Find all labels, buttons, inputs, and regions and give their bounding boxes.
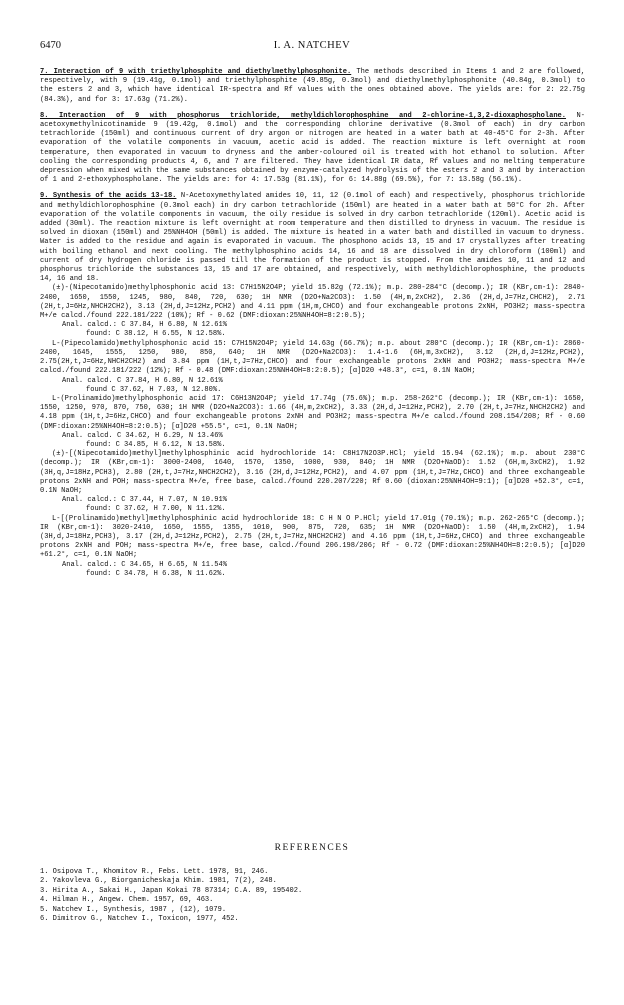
references-heading: REFERENCES: [274, 843, 350, 853]
reference-item: 5. Natchev I., Synthesis, 1987 , (12), 1079.: [40, 905, 227, 914]
compound-block-15: [40, 339, 590, 395]
anal-calcd: Anal. calcd. C 37.84, H 6.80, N 12.61%: [62, 376, 223, 385]
compound-entry: L-(Pipecolamido)methylphosphonic acid 15: C7H15N2O4P; yield 14.63g (66.7%); m.p. about 280°C (decomp.); IR (KBr,cm-1): 2860-2400, 1645, 1555, 1250, 980, 850, 640; 1H NMR (D2O+Na2CO3): 1.4-1.6 (6H,m,3xCH2), 3.12 (2H,d,J=12Hz,PCH2), 2.75(2H,t,J=6Hz,NHCH2CH2) and 3.84 ppm (1H,t,J=7Hz,CHCO) and four exchangeable protons 2xNH and PO3H2; mass-spectra M+/e calcd./found 222.181/222 (12%); Rf - 0.48 (DMF:dioxan:25%NH4OH=8:2:0.5); [α]D20 +48.3°, c=1, 0.1N NaOH;: [40, 339, 590, 376]
anal-found: found: C 34.78, H 6.38, N 11.62%.: [86, 569, 226, 578]
anal-calcd: Anal. calcd.: C 37.44, H 7.07, N 10.91%: [62, 496, 227, 505]
reference-item: 4. Hilman H., Angew. Chem. 1957, 69, 463.: [40, 896, 214, 905]
compound-entry: L-[(Prolinamido)methyl]methylphosphinic acid hydrochloride 18: C H N O P.HCl; yield 17.01g (70.1%); m.p. 262-265°C (decomp.); IR (KBr,cm-1): 3020-2410, 1650, 1555, 1355, 1010, 900, 875, 720, 635; 1H NMR (D2O+NaOD): 1.50 (4H,m,2xCH2), 1.94 (3H,d,J=18Hz,PCH3), 3.17 (2H,d,J=12Hz,PCH2), 2.75 (2H,t,J=7Hz,NHCH2CH2) and 4.16 ppm (1H,t,J=6Hz,CHCO) and three exchangeable protons 2xNH and POH; mass-spectra M+/e, free base, calcd./found 206.198/206; Rf - 0.72 (DMF:dioxan:25%NH4OH=8:2:0.5); [α]D20 +61.2°, c=1, 0.1N NaOH;: [40, 514, 590, 560]
section-text-7: The methods described in Items 1 and 2 are followed, respectively, with 9 (19.41g, 0.1mol) and triethylphosphite (49.85g, 0.3mol) and diethylmethylphosphonite (40.84g, 0.3mol) to the esters 2 and 3, which have identical IR-spectra and Rf values with the ones obtained above. The yields are: for 2: 22.75g (84.3%), and for 3: 17.63g (71.2%).: [40, 68, 590, 104]
anal-found: found: C 37.62, H 7.00, N 11.12%.: [86, 505, 226, 514]
compound-block-14: [40, 450, 590, 514]
section-item-8: [40, 111, 590, 186]
section-item-9: [40, 192, 590, 284]
compound-entry: L-(Prolinamido)methylphosphonic acid 17: C6H13N2O4P; yield 17.74g (75.6%); m.p. 258-262°C (decomp.); IR (KBr,cm-1): 1650, 1550, 1250, 970, 870, 750, 630; 1H NMR (D2O+Na2CO3): 1.66 (4H,m,2xCH2), 3.33 (2H,d,J=12Hz,PCH2), 2.70 (2H,t,J=7Hz,NHCH2CH2) and 4.18 ppm (1H,t,J=6Hz,CHCO) and four exchangeable protons 2xNH and PO3H2; mass-spectra M+/e calcd./found 208.154/208; Rf - 0.60 (DMF:dioxan:25%NH4OH=8:2:0.5); [α]D20 +55.5°, c=1, 0.1N NaOH;: [40, 394, 590, 431]
anal-found: found C 37.62, H 7.03, N 12.80%.: [86, 385, 222, 394]
section-heading-9: 9. Synthesis of the acids 13-18.: [40, 192, 177, 201]
anal-calcd: Anal. calcd. C 34.62, H 6.29, N 13.46%: [62, 431, 223, 440]
page-header: [40, 40, 584, 54]
compound-entry: (±)-[(Nipecotamido)methyl]methylphosphinic acid hydrochloride 14: C8H17N2O3P.HCl; yield 15.94 (62.1%); m.p. about 230°C (decomp.); IR (KBr,cm-1): 3000-2400, 1640, 1570, 1350, 1000, 930, 840; 1H NMR (D2O+NaOD): 1.52 (6H,m,3xCH2), 1.92 (3H,q,J=18Hz,PCH3), 2.80 (2H,t,J=7Hz,NHCH2CH2), 3.16 (2H,d,J=12Hz,PCH2), and 4.07 ppm (1H,t,J=7Hz,CHCO) and three exchangeable protons 2xNH and POH; mass-spectra M+/e, free base, calcd./found 220.207/220; Rf 0.60 (dioxan:25%NH4OH=9:1); [α]D20 +52.3°, c=1, 0.1N NaOH;: [40, 450, 590, 495]
page-number: 6470: [40, 40, 61, 51]
compound-block-13: [40, 284, 590, 339]
anal-found: found: C 38.12, H 6.55, N 12.58%.: [86, 330, 226, 339]
section-text-9: N-Acetoxymethylated amides 10, 11, 12 (0.1mol of each) and respectively, phosphorus trichloride and methyldichlorophosphine (0.3mol each) in dry carbon tetrachloride (150ml) are heated in a water bath at 50°C for 2h. After evaporation of the volatile components in vacuum, the oily residue is solved in dry carbon tetrachloride (120ml). Acetic acid is added (30ml). The reaction mixture is left overnight at room temperature and then distilled to dryness in vacuum. The residue is solved in dioxan (150ml) and 25%NH4OH (50ml) is added. The mixture is heated in a water bath and distilled in vacuum to dryness. Water is added to the residue and again is evaporated in vacuum. The phosphono acids 13, 15 and 17 crystallyzes after treating with boiling ethanol and next cooling. The methylphosphino acids 14, 16 and 18 are dissolved in dry chloroform (100ml) and current of dry hydrogen chloride is passed till the formation of the product is stopped. From the amides 10, 11 and 12 and phosphorus trichloride the substances 13, 15 and 17 are obtained, and respectively, with methyldichlorophosphine, the products 14, 16 and 18.: [40, 192, 590, 284]
anal-calcd: Anal. calcd.: C 34.65, H 6.65, N 11.54%: [62, 560, 227, 569]
compound-block-18: [40, 514, 590, 579]
compound-block-17: [40, 394, 590, 450]
section-heading-7: 7. Interaction of 9 with triethylphosphite and diethylmethylphosphonite.: [40, 68, 352, 76]
section-text-8: N-acetoxymethylnicotinamide 9 (19.42g, 0.1mol) and the corresponding chlorine derivative (0.3mol of each) in dry carbon tetrachloride (150ml) and continuous current of dry argon or nitrogen are heated in a water bath at 40-45°C for 2-3h. After evaporation of the volatile components in vacuum, acetic acid is added. The reaction mixture is left overnight at room temperature, then evaporated in vacuum to dryness and the amber-coloured oil is treated with hot ethanol to solution. After cooling the corresponding products 4, 6, and 7 are filtered. They have identical IR data, Rf values and no melting temperature depression when mixed with the same substances obtained by enzyme-catalyzed hydrolysis of the esters 2 and 3 and by interaction of 1 and 2-ethoxyphospholane. The yields are: for 4: 17.53g (81.1%), for 6: 14.88g (69.5%), for 7: 13.58g (56.1%).: [40, 111, 590, 185]
reference-item: 2. Yakovleva G., Biorganicheskaja Khim. 1981, 7(2), 248.: [40, 877, 277, 886]
section-heading-8: 8. Interaction of 9 with phosphorus trichloride, methyldichlorophosphine and 2-chlorine-1,3,2-dioxaphospholane.: [40, 111, 567, 120]
section-item-7: [40, 68, 590, 105]
experimental-text: [40, 68, 590, 579]
running-author: I. A. NATCHEV: [273, 40, 351, 51]
anal-calcd: Anal. calcd.: C 37.84, H 6.80, N 12.61%: [62, 321, 227, 330]
references-list: [40, 868, 585, 924]
reference-item: 3. Hirita A., Sakai H., Japan Kokai 78 87314; C.A. 89, 195402.: [40, 886, 303, 895]
reference-item: 6. Dimitrov G., Natchev I., Toxicon, 1977, 452.: [40, 915, 239, 924]
reference-item: 1. Osipova T., Khomitov R., Febs. Lett. 1978, 91, 246.: [40, 868, 269, 876]
anal-found: found: C 34.85, H 6.12, N 13.58%.: [86, 440, 226, 449]
compound-entry: (±)-(Nipecotamido)methylphosphonic acid 13: C7H15N2O4P; yield 15.82g (72.1%); m.p. 280-284°C (decomp.); IR (KBr,cm-1): 2840-2400, 1650, 1550, 1245, 980, 840, 720, 630; 1H NMR (D2O+Na2CO3): 1.50 (4H,m,2xCH2), 2.36 (2H,d,J=7Hz,CHCH2), 2.71 (2H,t,J=6Hz,NHCH2CH2), 3.13 (2H,d,J=12Hz,PCH2) and 4.11 ppm (1H,m,CHCO) and four exchangeable protons 2xNH, PO3H2; mass-spectra M+/e calcd./found 222.181/222 (10%); Rf - 0.62 (DMF:dioxan:25%NH4OH=8:2:0.5);: [40, 284, 590, 321]
